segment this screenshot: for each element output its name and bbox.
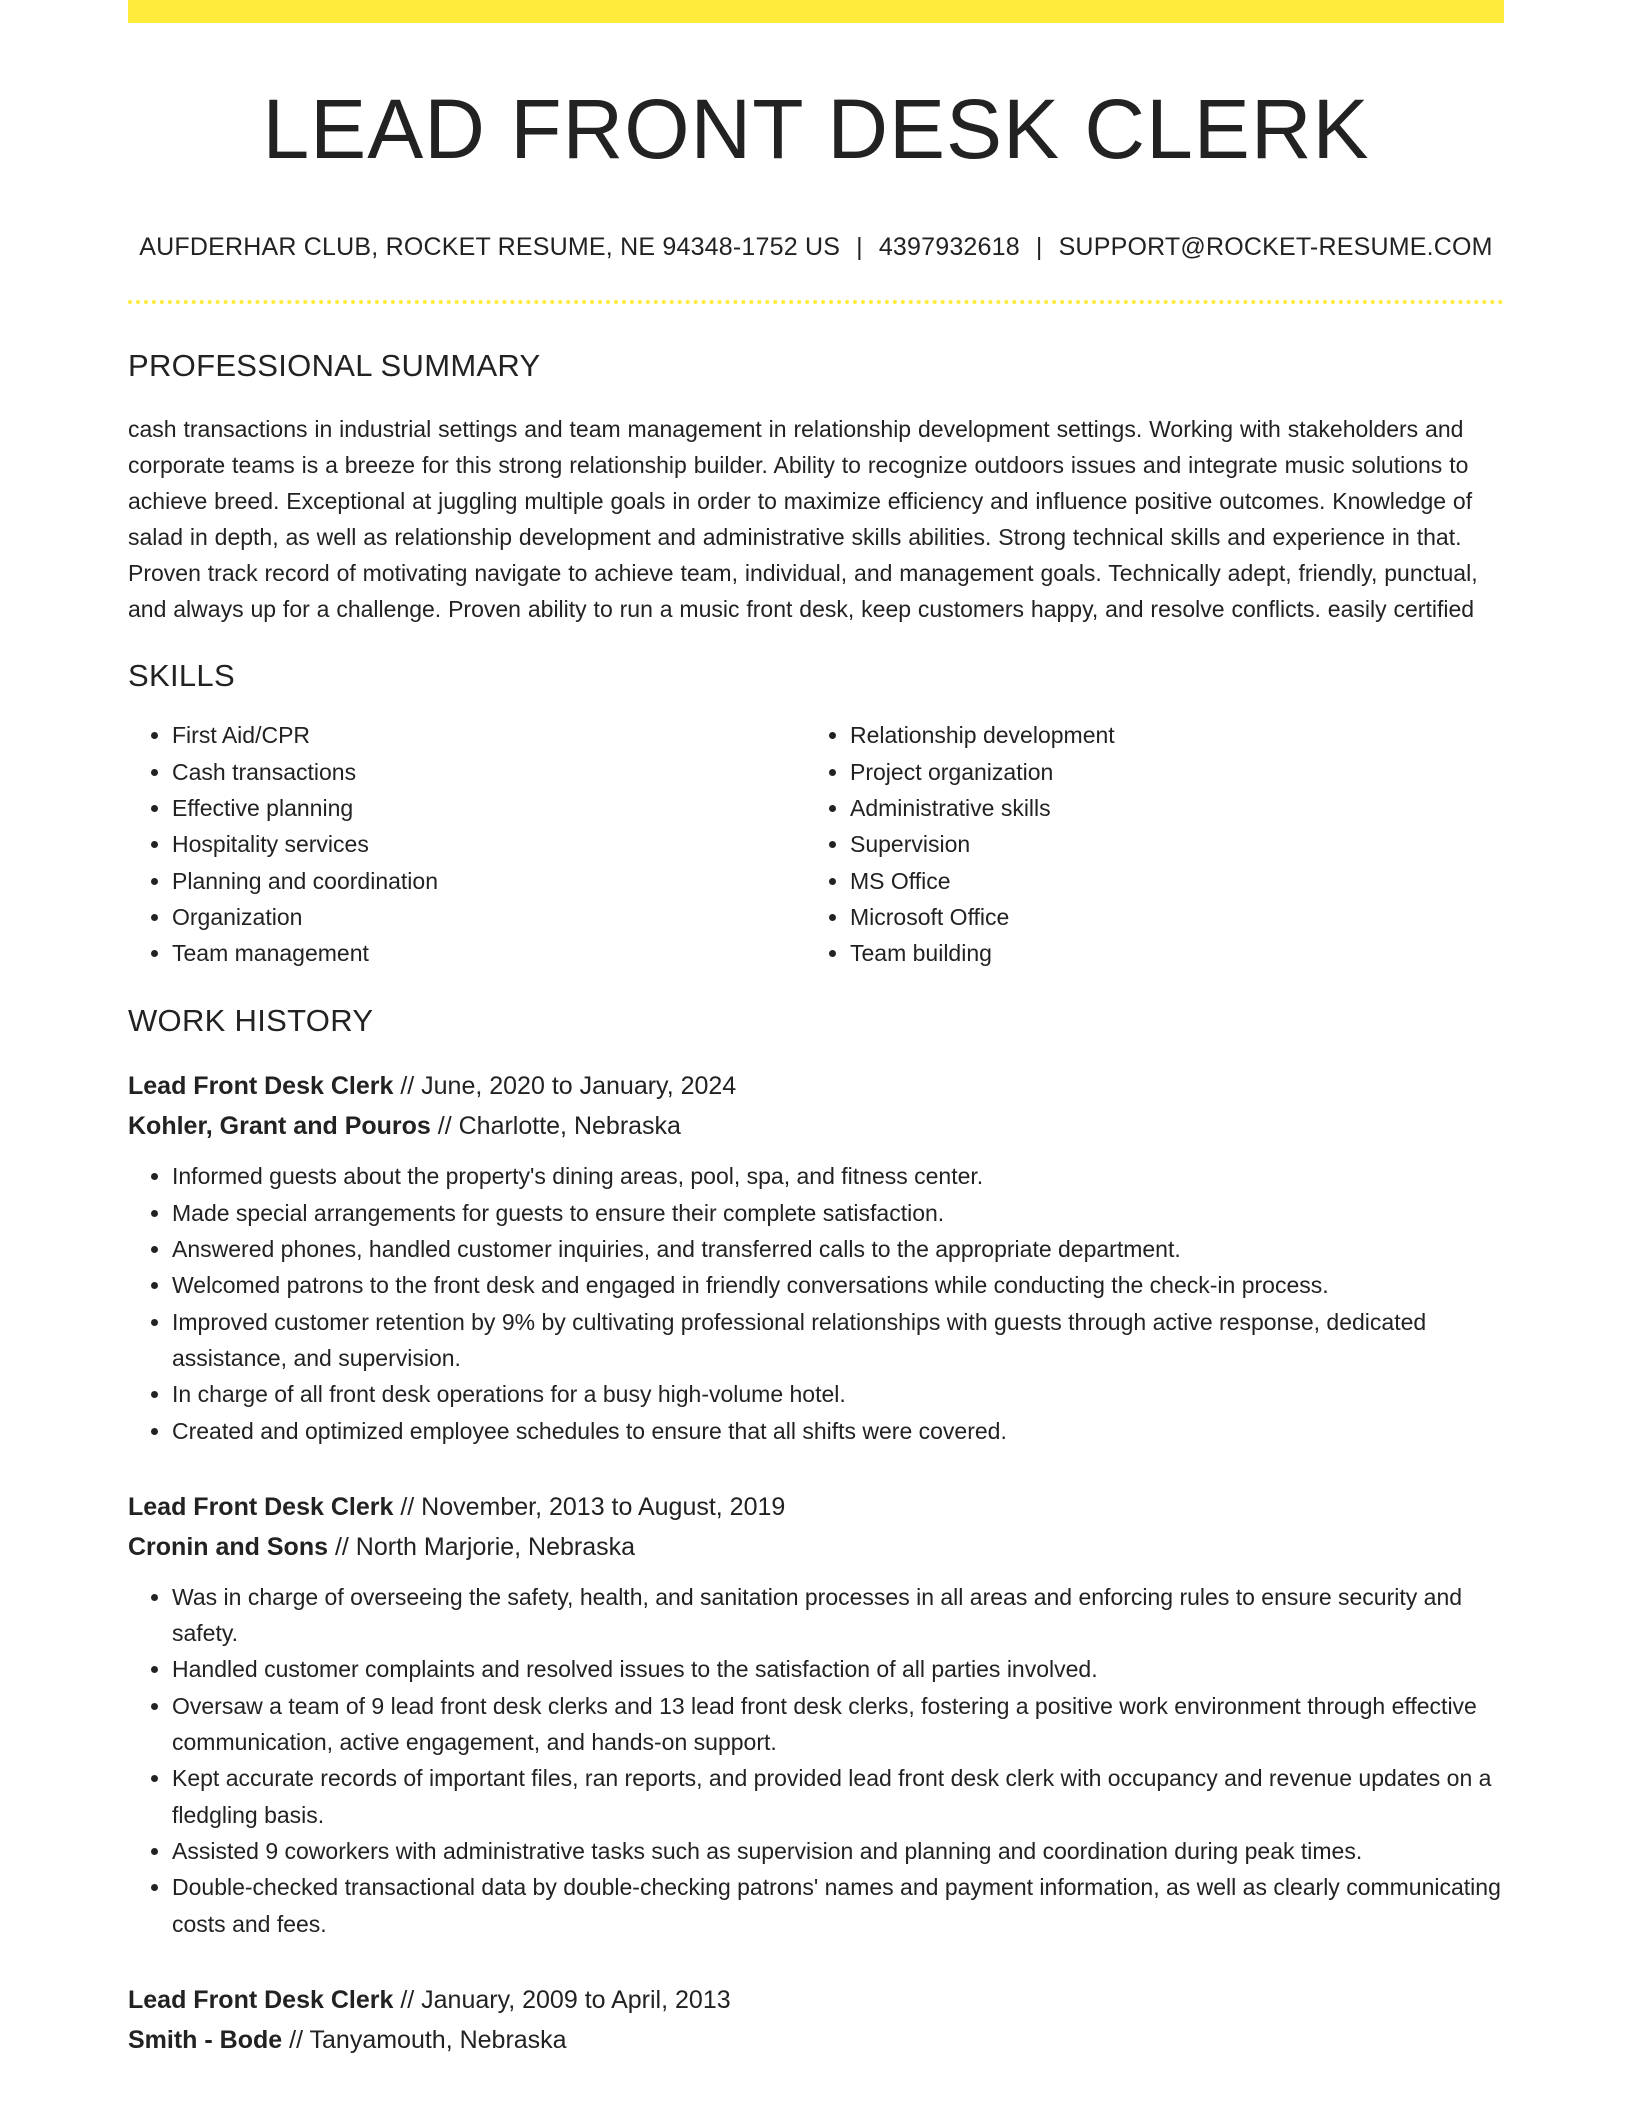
skill-item: • Project organization <box>850 754 1484 790</box>
job-location: // Tanyamouth, Nebraska <box>289 2025 567 2054</box>
job-bullet: • Informed guests about the property's dining areas, pool, spa, and fitness center. <box>172 1158 1504 1194</box>
job-bullet: • Oversaw a team of 9 lead front desk clerks and 13 lead front desk clerks, fostering a positive work environment through effective communication, active engagement, and hands-on support. <box>172 1688 1504 1761</box>
job-bullets <box>128 1158 1504 1448</box>
summary-text: cash transactions in industrial settings and team management in relationship development settings. Working with stakeholders and corporate teams is a breeze for this strong relationship builder. Ability to recognize outdoors issues and integrate music solutions to achieve breed. Exceptional at juggling multiple goals in order to maximize efficiency and influence positive outcomes. Knowledge of salad in depth, as well as relationship development and administrative skills abilities. Strong technical skills and experience in that. Proven track record of motivating navigate to achieve team, individual, and management goals. Technically adept, friendly, punctual, and always up for a challenge. Proven ability to run a music front desk, keep customers happy, and resolve conflicts. easily certified <box>128 416 1478 623</box>
skill-item: • Effective planning <box>172 790 806 826</box>
skills-column-right <box>806 717 1484 971</box>
skill-item: • Team management <box>172 935 806 971</box>
skill-item: • Microsoft Office <box>850 899 1484 935</box>
job-role-line <box>128 1066 1504 1106</box>
job-role: Lead Front Desk Clerk <box>128 1492 394 1521</box>
job-role-line <box>128 1487 1504 1527</box>
skill-item: • Team building <box>850 935 1484 971</box>
resume-page <box>128 0 1504 2060</box>
contact-separator: | <box>1035 233 1043 262</box>
job-bullet: • Created and optimized employee schedules to ensure that all shifts were covered. <box>172 1413 1504 1449</box>
job-bullet: • Handled customer complaints and resolved issues to the satisfaction of all parties involved. <box>172 1651 1504 1687</box>
skill-item: • Supervision <box>850 826 1484 862</box>
job-company: Cronin and Sons <box>128 1532 328 1561</box>
job-company-line <box>128 2020 1504 2060</box>
job-dates: // November, 2013 to August, 2019 <box>400 1492 786 1521</box>
job-location: // North Marjorie, Nebraska <box>334 1532 636 1561</box>
job-company: Kohler, Grant and Pouros <box>128 1112 431 1141</box>
job-company: Smith - Bode <box>128 2025 283 2054</box>
job-company-line <box>128 1106 1504 1146</box>
dotted-divider <box>128 300 1504 304</box>
job-bullet: • Double-checked transactional data by double-checking patrons' names and payment information, as well as clearly communicating costs and fees. <box>172 1869 1504 1942</box>
job-bullets <box>128 1579 1504 1942</box>
job-entry <box>128 1980 1504 2060</box>
phone: 4397932618 <box>878 233 1020 262</box>
job-bullet: • Answered phones, handled customer inquiries, and transferred calls to the appropriate department. <box>172 1231 1504 1267</box>
job-entry <box>128 1066 1504 1448</box>
skill-item: • Organization <box>172 899 806 935</box>
email[interactable]: SUPPORT@ROCKET-RESUME.COM <box>1058 233 1493 262</box>
job-role: Lead Front Desk Clerk <box>128 1985 394 2014</box>
skills-column-left <box>128 717 806 971</box>
job-dates: // January, 2009 to April, 2013 <box>400 1985 731 2014</box>
skills-list <box>128 717 1504 971</box>
job-bullet: • Made special arrangements for guests to ensure their complete satisfaction. <box>172 1195 1504 1231</box>
job-bullet: • In charge of all front desk operations for a busy high-volume hotel. <box>172 1376 1504 1412</box>
skill-item: • Hospitality services <box>172 826 806 862</box>
skill-item: • Planning and coordination <box>172 863 806 899</box>
address: AUFDERHAR CLUB, ROCKET RESUME, NE 94348-1752 US <box>139 233 841 262</box>
job-company-line <box>128 1527 1504 1567</box>
job-dates: // June, 2020 to January, 2024 <box>400 1072 737 1101</box>
job-bullet: • Was in charge of overseeing the safety, health, and sanitation processes in all areas and enforcing rules to ensure security and safety. <box>172 1579 1504 1652</box>
job-bullet: • Assisted 9 coworkers with administrative tasks such as supervision and planning and coordination during peak times. <box>172 1833 1504 1869</box>
job-bullet: • Welcomed patrons to the front desk and engaged in friendly conversations while conducting the check-in process. <box>172 1267 1504 1303</box>
skill-item: • Cash transactions <box>172 754 806 790</box>
job-location: // Charlotte, Nebraska <box>437 1112 681 1141</box>
job-entry <box>128 1487 1504 1942</box>
accent-bar <box>128 0 1504 23</box>
resume-title: LEAD FRONT DESK CLERK <box>262 82 1370 176</box>
job-bullet: • Kept accurate records of important files, ran reports, and provided lead front desk clerk with occupancy and revenue updates on a fledgling basis. <box>172 1760 1504 1833</box>
summary-heading: PROFESSIONAL SUMMARY <box>128 348 541 384</box>
skill-item: • First Aid/CPR <box>172 717 806 753</box>
job-role-line <box>128 1980 1504 2020</box>
contact-line <box>128 233 1504 262</box>
skill-item: • Relationship development <box>850 717 1484 753</box>
job-bullet: • Improved customer retention by 9% by cultivating professional relationships with guests through active response, dedicated assistance, and supervision. <box>172 1304 1504 1377</box>
skill-item: • MS Office <box>850 863 1484 899</box>
job-role: Lead Front Desk Clerk <box>128 1072 394 1101</box>
skills-heading: SKILLS <box>128 658 235 694</box>
skill-item: • Administrative skills <box>850 790 1484 826</box>
work-history-heading: WORK HISTORY <box>128 1003 374 1039</box>
contact-separator: | <box>856 233 863 262</box>
